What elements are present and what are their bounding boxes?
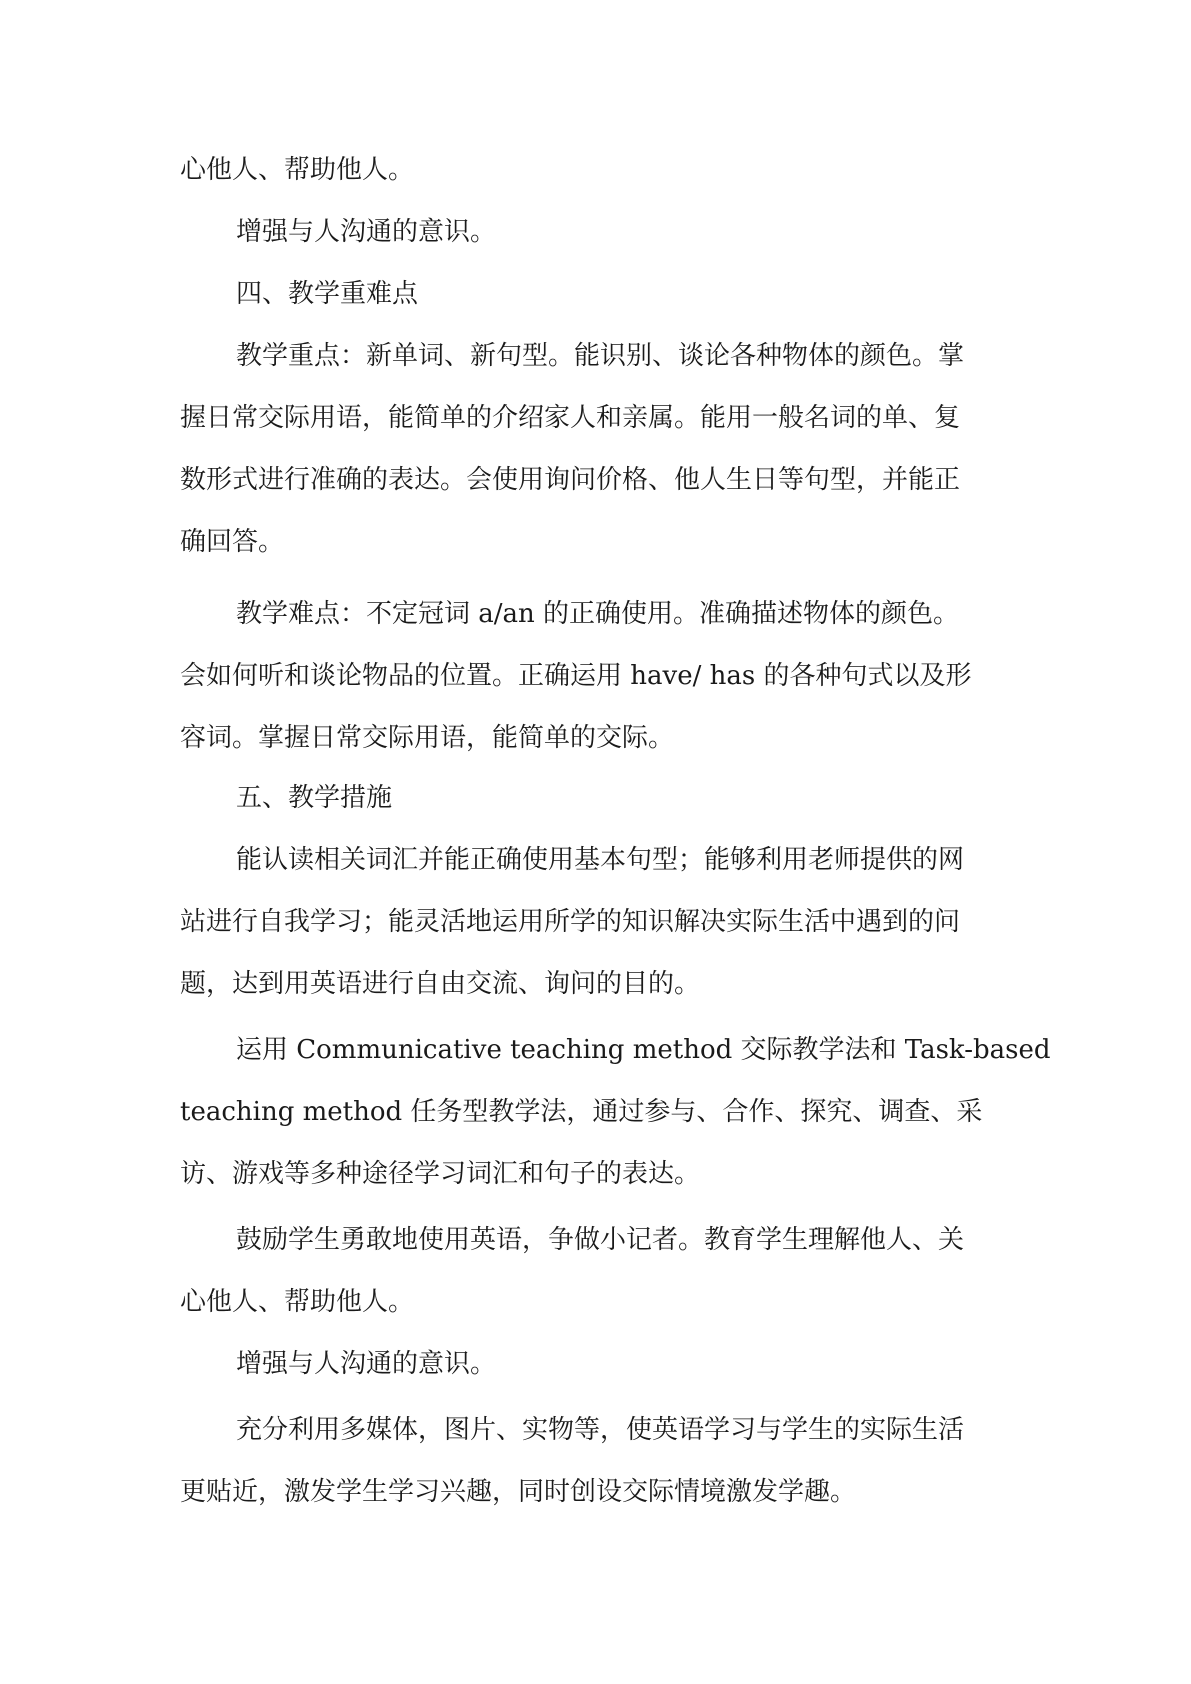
text-line: 增强与人沟通的意识。 [236,217,497,247]
text-line: 心他人、帮助他人。 [180,1287,415,1317]
text-line: 题，达到用英语进行自由交流、询问的目的。 [180,969,701,999]
section-heading: 四、教学重难点 [236,279,419,309]
text-line: 能认读相关词汇并能正确使用基本句型；能够利用老师提供的网 [236,845,965,875]
text-line: 教学难点：不定冠词 a/an 的正确使用。准确描述物体的颜色。 [236,599,960,629]
text-line: 充分利用多媒体，图片、实物等，使英语学习与学生的实际生活 [236,1415,965,1445]
text-line: 会如何听和谈论物品的位置。正确运用 have/ has 的各种句式以及形 [180,661,972,691]
text-line: 更贴近，激发学生学习兴趣，同时创设交际情境激发学趣。 [180,1477,857,1507]
text-line: 站进行自我学习；能灵活地运用所学的知识解决实际生活中遇到的问 [180,907,961,937]
text-line: 容词。掌握日常交际用语，能简单的交际。 [180,723,675,753]
text-line: 访、游戏等多种途径学习词汇和句子的表达。 [180,1159,701,1189]
text-line: 教学重点：新单词、新句型。能识别、谈论各种物体的颜色。掌 [236,341,965,371]
text-line: 鼓励学生勇敢地使用英语，争做小记者。教育学生理解他人、关 [236,1225,965,1255]
text-line: 运用 Communicative teaching method 交际教学法和 Task-based [236,1035,1051,1065]
text-line: teaching method 任务型教学法，通过参与、合作、探究、调查、采 [180,1097,983,1127]
text-line: 数形式进行准确的表达。会使用询问价格、他人生日等句型，并能正 [180,465,961,495]
text-line: 心他人、帮助他人。 [180,155,415,185]
text-line: 增强与人沟通的意识。 [236,1349,497,1379]
text-line: 握日常交际用语，能简单的介绍家人和亲属。能用一般名词的单、复 [180,403,961,433]
text-line: 确回答。 [180,527,285,557]
section-heading: 五、教学措施 [236,783,393,813]
